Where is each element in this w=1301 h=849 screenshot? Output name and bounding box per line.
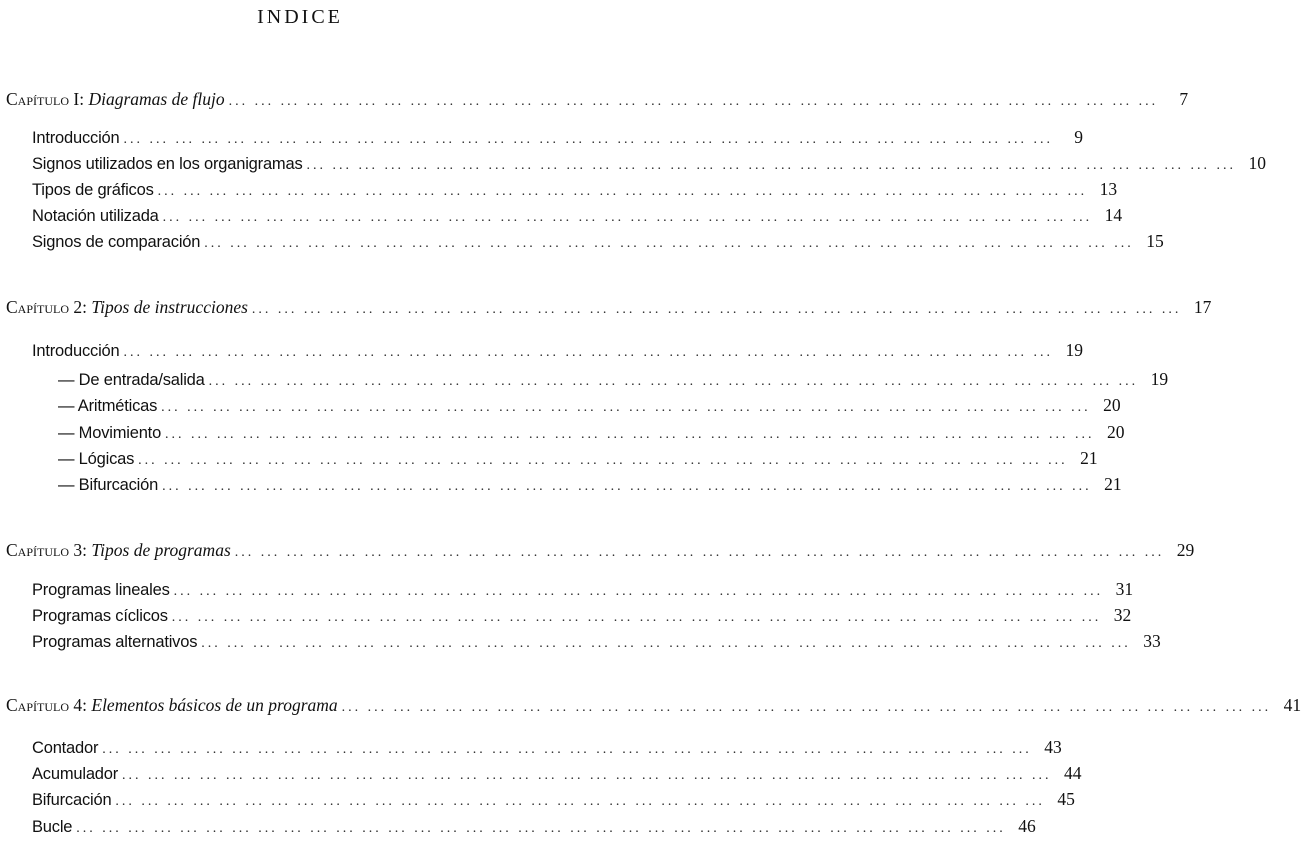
toc-entry[interactable] [32,151,1267,175]
toc-entry[interactable] [32,177,1118,201]
page-number: 17 [1193,297,1212,317]
entry-label: Programas cíclicos [32,607,168,625]
page-title: INDICE [257,6,343,28]
entry-label: — Movimiento [58,424,162,442]
page-number: 13 [1099,179,1118,199]
entry-label: Introducción [32,342,120,360]
dot-leader: ... ... ... ... ... ... ... ... ... ... ... ... ... ... ... ... ... ... ... ... ... ... ... ... ... ... ... ... ... ... ... ... ... ... ... ... [161,400,1091,415]
page-number: 43 [1044,737,1062,757]
dot-leader: ... ... ... ... ... ... ... ... ... ... ... ... ... ... ... ... ... ... ... ... ... ... ... ... ... ... ... ... ... ... ... ... ... ... ... ... [251,302,1182,317]
page-number: 33 [1143,631,1161,651]
dot-leader: ... ... ... ... ... ... ... ... ... ... ... ... ... ... ... ... ... ... ... ... ... ... ... ... ... ... ... ... ... ... ... ... ... ... ... ... [76,821,1006,836]
dot-leader: ... ... ... ... ... ... ... ... ... ... ... ... ... ... ... ... ... ... ... ... ... ... ... ... ... ... ... ... ... ... ... ... ... ... ... ... [138,453,1068,468]
page-number: 46 [1018,816,1036,836]
page-number: 20 [1107,422,1125,442]
dot-leader: ... ... ... ... ... ... ... ... ... ... ... ... ... ... ... ... ... ... ... ... ... ... ... ... ... ... ... ... ... ... ... ... ... ... ... ... [123,132,1053,147]
toc-entry[interactable] [32,735,1062,759]
dot-leader: ... ... ... ... ... ... ... ... ... ... ... ... ... ... ... ... ... ... ... ... ... ... ... ... ... ... ... ... ... ... ... ... ... ... ... ... [173,584,1104,599]
entry-label: Introducción [32,129,120,147]
entry-label: — De entrada/salida [58,371,205,389]
toc-entry[interactable] [58,420,1125,444]
toc-entry[interactable] [32,629,1161,653]
page-number: 29 [1176,540,1195,560]
dot-leader: ... ... ... ... ... ... ... ... ... ... ... ... ... ... ... ... ... ... ... ... ... ... ... ... ... ... ... ... ... ... ... ... ... ... ... ... [162,210,1093,225]
page-number: 21 [1104,474,1122,494]
chapter-number: Capítulo 3: [6,540,87,560]
page-number: 41 [1283,695,1301,715]
dot-leader: ... ... ... ... ... ... ... ... ... ... ... ... ... ... ... ... ... ... ... ... ... ... ... ... ... ... ... ... ... ... ... ... ... ... ... ... [341,700,1272,715]
dot-leader: ... ... ... ... ... ... ... ... ... ... ... ... ... ... ... ... ... ... ... ... ... ... ... ... ... ... ... ... ... ... ... ... ... ... ... ... [102,742,1032,757]
entry-label: Signos de comparación [32,233,201,251]
page-number: 15 [1146,231,1164,251]
page-number: 20 [1103,395,1121,415]
chapter-entry[interactable] [6,538,1195,562]
entry-label: — Bifurcación [58,476,159,494]
entry-label: — Lógicas [58,450,135,468]
toc-entry[interactable] [58,446,1098,470]
entry-label: Programas lineales [32,581,170,599]
toc-entry[interactable] [32,577,1134,601]
dot-leader: ... ... ... ... ... ... ... ... ... ... ... ... ... ... ... ... ... ... ... ... ... ... ... ... ... ... ... ... ... ... ... ... ... ... ... ... [115,794,1045,809]
toc-entry[interactable] [32,603,1132,627]
dot-leader: ... ... ... ... ... ... ... ... ... ... ... ... ... ... ... ... ... ... ... ... ... ... ... ... ... ... ... ... ... ... ... ... ... ... ... ... [204,236,1134,251]
chapter-entry[interactable] [6,295,1212,319]
entry-label: Acumulador [32,765,119,783]
chapter-entry[interactable] [6,87,1189,111]
dot-leader: ... ... ... ... ... ... ... ... ... ... ... ... ... ... ... ... ... ... ... ... ... ... ... ... ... ... ... ... ... ... ... ... ... ... ... ... [306,158,1237,173]
page-number: 14 [1104,205,1123,225]
chapter-entry[interactable] [6,693,1301,717]
entry-label: Programas alternativos [32,633,198,651]
chapter-title: Tipos de programas [91,540,231,560]
chapter-title: Elementos básicos de un programa [91,695,338,715]
chapter-number: Capítulo 2: [6,297,87,317]
entry-label: Signos utilizados en los organigramas [32,155,303,173]
page-number: 7 [1179,89,1189,109]
dot-leader: ... ... ... ... ... ... ... ... ... ... ... ... ... ... ... ... ... ... ... ... ... ... ... ... ... ... ... ... ... ... ... ... ... ... ... ... [228,94,1159,109]
page-number: 45 [1057,789,1075,809]
page-number: 10 [1248,153,1267,173]
entry-label: Bifurcación [32,791,112,809]
toc-entry[interactable] [32,814,1036,838]
toc-entry[interactable] [32,338,1083,362]
dot-leader: ... ... ... ... ... ... ... ... ... ... ... ... ... ... ... ... ... ... ... ... ... ... ... ... ... ... ... ... ... ... ... ... ... ... ... ... [122,768,1052,783]
dot-leader: ... ... ... ... ... ... ... ... ... ... ... ... ... ... ... ... ... ... ... ... ... ... ... ... ... ... ... ... ... ... ... ... ... ... ... ... [171,610,1102,625]
chapter-title: Tipos de instrucciones [91,297,248,317]
page-number: 44 [1064,763,1082,783]
entry-label: Tipos de gráficos [32,181,154,199]
entry-label: — Aritméticas [58,397,158,415]
dot-leader: ... ... ... ... ... ... ... ... ... ... ... ... ... ... ... ... ... ... ... ... ... ... ... ... ... ... ... ... ... ... ... ... ... ... ... ... [201,636,1131,651]
entry-label: Bucle [32,818,73,836]
page-number: 19 [1150,369,1169,389]
page-number: 19 [1065,340,1083,360]
entry-label: Notación utilizada [32,207,159,225]
toc-entry[interactable] [32,787,1075,811]
page-number: 31 [1115,579,1134,599]
dot-leader: ... ... ... ... ... ... ... ... ... ... ... ... ... ... ... ... ... ... ... ... ... ... ... ... ... ... ... ... ... ... ... ... ... ... ... ... [123,345,1053,360]
page-number: 9 [1074,127,1083,147]
page-number: 32 [1113,605,1132,625]
toc-entry[interactable] [58,393,1121,417]
dot-leader: ... ... ... ... ... ... ... ... ... ... ... ... ... ... ... ... ... ... ... ... ... ... ... ... ... ... ... ... ... ... ... ... ... ... ... ... [234,545,1165,560]
toc-entry[interactable] [32,203,1123,227]
entry-label: Contador [32,739,99,757]
dot-leader: ... ... ... ... ... ... ... ... ... ... ... ... ... ... ... ... ... ... ... ... ... ... ... ... ... ... ... ... ... ... ... ... ... ... ... ... [157,184,1088,199]
toc-entry[interactable] [32,761,1082,785]
dot-leader: ... ... ... ... ... ... ... ... ... ... ... ... ... ... ... ... ... ... ... ... ... ... ... ... ... ... ... ... ... ... ... ... ... ... ... ... [165,427,1095,442]
page-number: 21 [1080,448,1098,468]
chapter-number: Capítulo I: [6,89,85,109]
dot-leader: ... ... ... ... ... ... ... ... ... ... ... ... ... ... ... ... ... ... ... ... ... ... ... ... ... ... ... ... ... ... ... ... ... ... ... ... [208,374,1139,389]
chapter-title: Diagramas de flujo [88,89,225,109]
toc-entry[interactable] [58,472,1122,496]
chapter-number: Capítulo 4: [6,695,87,715]
toc-entry[interactable] [32,125,1083,149]
toc-entry[interactable] [58,367,1169,391]
toc-entry[interactable] [32,229,1164,253]
dot-leader: ... ... ... ... ... ... ... ... ... ... ... ... ... ... ... ... ... ... ... ... ... ... ... ... ... ... ... ... ... ... ... ... ... ... ... ... [162,479,1092,494]
